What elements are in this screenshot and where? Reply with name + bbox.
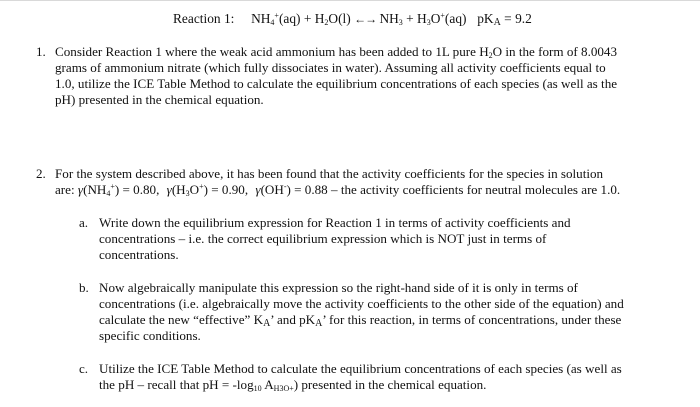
nh4-sub: 4 (270, 18, 275, 27)
pka-sub: A (493, 17, 501, 28)
question-1-line-1 (55, 44, 617, 60)
aq2-text: (aq) (444, 11, 467, 26)
part-b-line-3 (99, 312, 621, 328)
question-1-line-3: 1.0, utilize the ICE Table Method to calculate the equilibrium concentrations of each species (as well as the (55, 76, 618, 91)
part-b-pka-sub: A (315, 318, 323, 329)
h3o-sup: + (440, 11, 445, 20)
part-c-line-2 (99, 377, 486, 393)
gamma-h3o-value: ) = 0.90, (203, 182, 249, 197)
question-1-line-2: grams of ammonium nitrate (which fully dissociates in water). Assuming all activity coefficients equal to (55, 60, 606, 75)
question-1-line-4: pH) presented in the chemical equation. (55, 92, 264, 107)
question-1-number: 1. (36, 44, 46, 59)
part-b-line-4: specific conditions. (99, 328, 201, 343)
gamma-nh4-sup: + (110, 182, 115, 191)
q1-line1-text: Consider Reaction 1 where the weak acid ammonium has been added to 1L pure H (55, 44, 489, 59)
gamma-1: γ (77, 182, 84, 197)
gamma-nh4-sub: 4 (106, 189, 111, 198)
part-b-line3-mid: ’ and pK (270, 312, 316, 327)
part-b-line3-pre: calculate the new “effective” K (99, 312, 264, 327)
reaction-equation (173, 11, 532, 27)
gamma-h3o-a: (H (171, 182, 186, 197)
part-c-log-sub: 10 (253, 384, 262, 393)
question-2-line-1: For the system described above, it has been found that the activity coefficients for the species in solution (55, 166, 604, 181)
part-c-line2-pre: the pH – recall that pH = -log (99, 377, 254, 392)
gamma-2: γ (166, 182, 172, 197)
part-c-activity: A (261, 377, 274, 392)
part-a-line-3: concentrations. (99, 247, 179, 262)
gamma-h3o-b: O (189, 182, 200, 197)
part-c-line-1: Utilize the ICE Table Method to calculate the equilibrium concentrations of each species (as well as (99, 361, 622, 376)
part-a-letter: a. (79, 215, 89, 230)
part-a-line-1: Write down the equilibrium expression for Reaction 1 in terms of activity coefficients and (99, 215, 571, 230)
reaction-label: Reaction 1: (173, 11, 235, 26)
nh4-sup: + (274, 11, 279, 20)
pka-label: pK (477, 11, 494, 26)
gamma-oh-value: ) = 0.88 – the activity coefficients for neutral molecules are 1.0. (286, 182, 621, 197)
part-b-letter: b. (79, 280, 89, 295)
q1-line1-tail: O in the form of 8.0043 (492, 44, 618, 59)
h3o-sub: 3 (426, 18, 431, 27)
question-2-number: 2. (36, 166, 46, 181)
gamma-nh4-value: ) = 0.80, (114, 182, 160, 197)
part-c-line2-post: ) presented in the chemical equation. (293, 377, 487, 392)
gamma-oh-a: (OH (260, 182, 284, 197)
equilibrium-arrow: ←→ (354, 12, 377, 26)
h2o-text: O(l) (328, 11, 351, 26)
o-text: O (430, 11, 441, 26)
question-2-line-2 (55, 182, 620, 198)
pka-value: = 9.2 (504, 11, 532, 26)
nh3-sub: 3 (398, 18, 403, 27)
h2o-sub: 2 (324, 18, 329, 27)
gamma-nh4-a: (NH (83, 182, 107, 197)
q2-are-text: are: (55, 182, 78, 197)
part-b-line-2: concentrations (i.e. algebraically move the activity coefficients to the other side of the equation) and (99, 296, 624, 311)
part-b-ka-sub: A (263, 318, 271, 329)
part-b-line3-post: ’ for this reaction, in terms of concentrations, under these (322, 312, 622, 327)
gamma-h3o-sup: + (199, 182, 204, 191)
gamma-h3o-sub: 3 (185, 189, 190, 198)
gamma-oh-sup: - (283, 182, 287, 191)
part-b-line-1: Now algebraically manipulate this expression so the right-hand side of it is only in terms of (99, 280, 578, 295)
part-c-letter: c. (79, 361, 89, 376)
plus-h-text: + H (406, 11, 427, 26)
part-a-line-2: concentrations – i.e. the correct equilibrium expression which is NOT just in terms of (99, 231, 547, 246)
nh3-text: NH (379, 11, 399, 26)
gamma-3: γ (255, 182, 261, 197)
q1-h2o-sub: 2 (488, 51, 493, 60)
nh4-text: NH (251, 11, 271, 26)
part-c-activity-sub: H3O+ (273, 384, 294, 393)
aq1-text: (aq) + H (278, 11, 325, 26)
